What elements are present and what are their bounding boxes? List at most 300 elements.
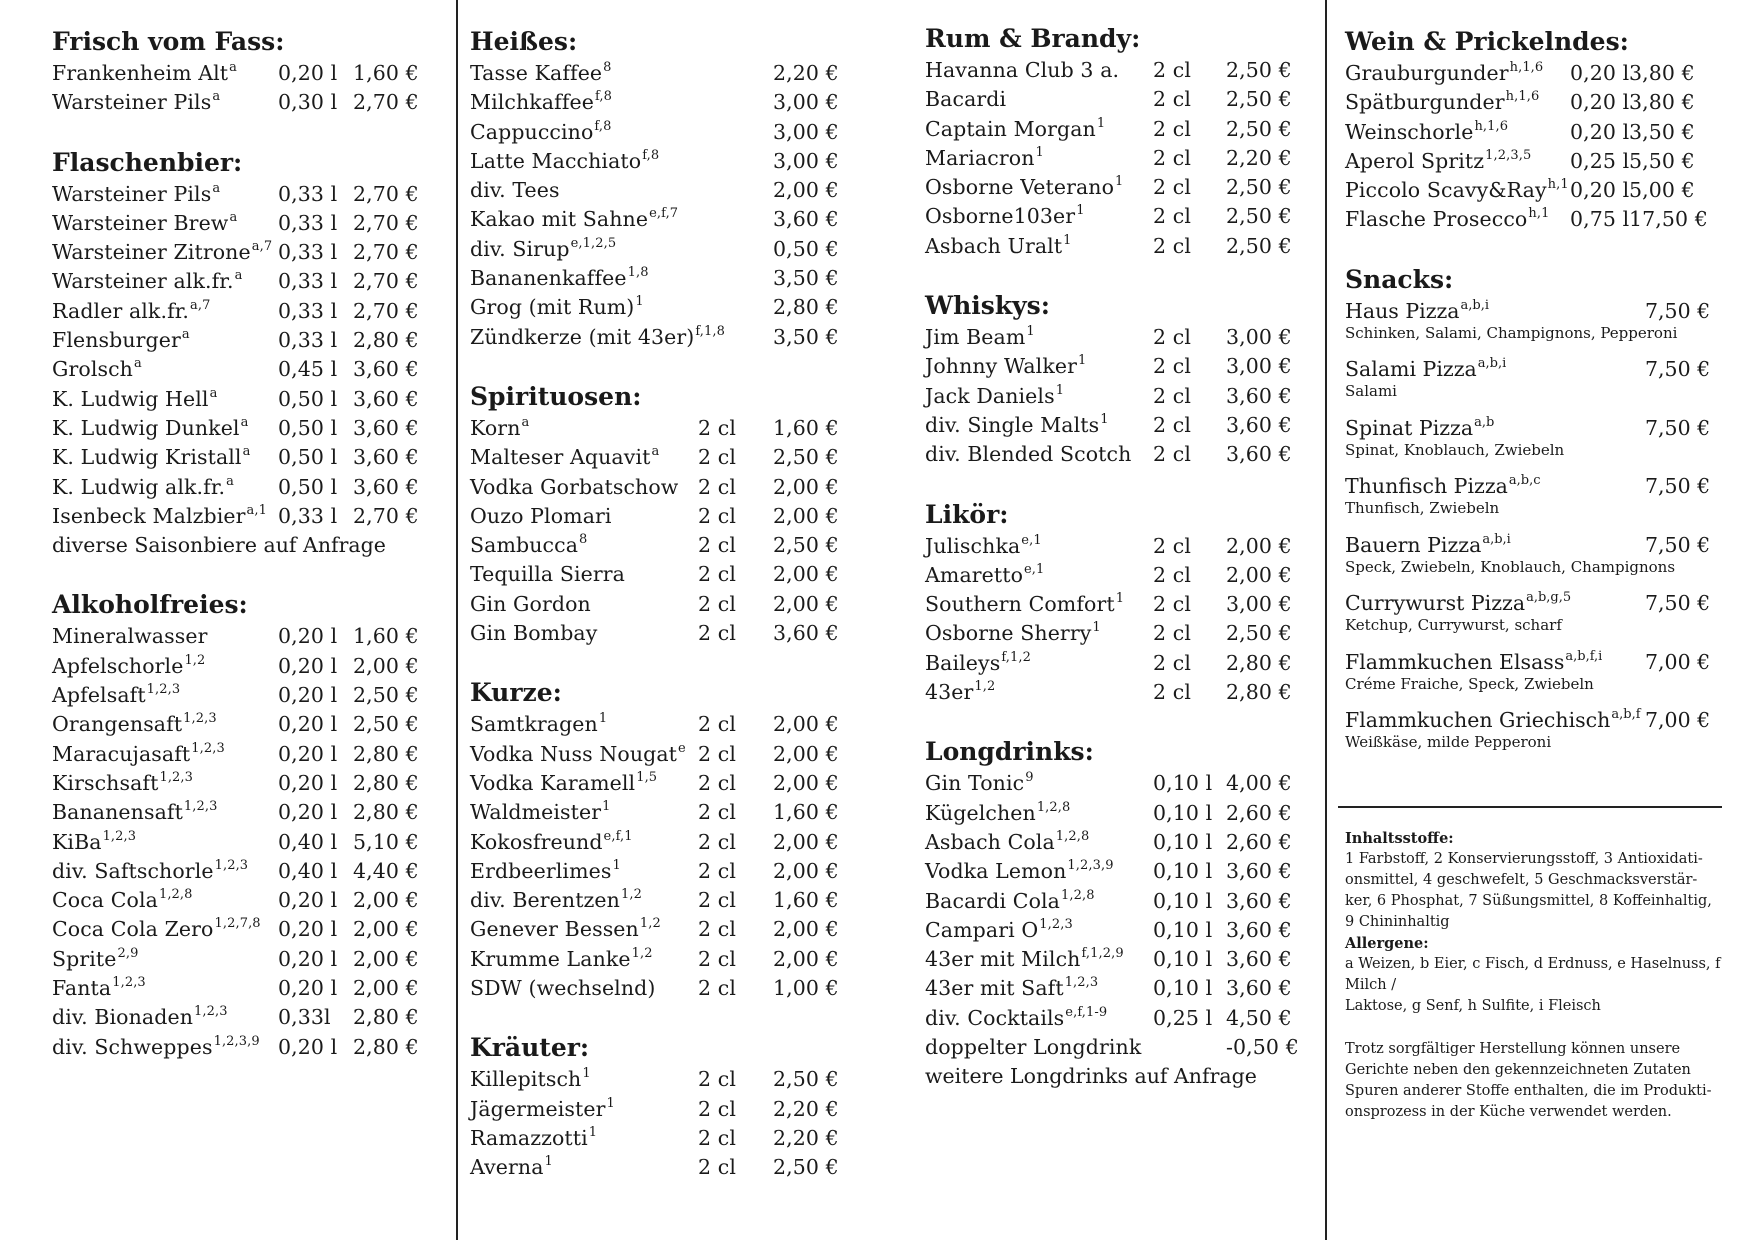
item-name-text: Erdbeerlimes xyxy=(470,858,612,883)
item-quantity: 0,20 l xyxy=(1570,119,1630,144)
info-line: Gerichte neben den gekennzeichneten Zutaten xyxy=(1345,1062,1691,1078)
item-additive-codes: e,1 xyxy=(1024,561,1045,577)
item-quantity: 2 cl xyxy=(1153,354,1191,379)
menu-item xyxy=(470,323,850,352)
snack-name-text: Spinat Pizza xyxy=(1345,415,1474,440)
menu-item xyxy=(470,560,850,589)
item-price: 2,80 € xyxy=(773,295,839,320)
item-name-text: Warsteiner alk.fr. xyxy=(52,269,234,294)
menu-item xyxy=(52,886,432,915)
menu-item xyxy=(925,1004,1305,1033)
item-price: 2,70 € xyxy=(353,90,419,115)
snack-item xyxy=(1345,706,1730,765)
item-name-text: Mineralwasser xyxy=(52,624,208,649)
item-quantity: 2 cl xyxy=(698,712,736,737)
item-name-text: Asbach Uralt xyxy=(925,233,1063,258)
item-price: -0,50 € xyxy=(1226,1035,1299,1060)
info-line: Spuren anderer Stoffe enthalten, die im Produkti- xyxy=(1345,1083,1712,1099)
menu-item xyxy=(470,590,850,619)
item-name-text: Cappuccino xyxy=(470,119,594,144)
menu-item xyxy=(925,115,1305,144)
item-price: 3,00 € xyxy=(773,148,839,173)
menu-item xyxy=(52,297,432,326)
item-price: 2,80 € xyxy=(1226,650,1292,675)
item-price: 2,20 € xyxy=(773,1125,839,1150)
item-name-text: Osborne Veterano xyxy=(925,175,1115,200)
item-name xyxy=(52,502,267,531)
snack-allergen-codes: a,b,i xyxy=(1460,297,1490,313)
item-name-text: Kügelchen xyxy=(925,800,1036,825)
menu-column-1 xyxy=(52,27,432,1092)
ingredients-title: Inhaltsstoffe: xyxy=(1345,830,1454,847)
item-additive-codes: a xyxy=(521,414,530,430)
item-quantity: 2 cl xyxy=(1153,650,1191,675)
menu-item xyxy=(52,1033,432,1062)
item-name-text: Genever Bessen xyxy=(470,917,639,942)
menu-section xyxy=(470,1033,850,1182)
item-quantity: 0,10 l xyxy=(1153,771,1213,796)
snack-name xyxy=(1345,355,1506,384)
snack-allergen-codes: a,b xyxy=(1474,414,1495,430)
item-price: 2,00 € xyxy=(1226,533,1292,558)
item-additive-codes: 1 xyxy=(1115,174,1124,190)
item-name-text: Grog (mit Rum) xyxy=(470,295,635,320)
item-name xyxy=(470,828,633,857)
item-additive-codes: a xyxy=(242,444,251,460)
menu-item xyxy=(52,443,432,472)
item-name-text: Amaretto xyxy=(925,562,1024,587)
item-name xyxy=(470,264,649,293)
item-quantity: 2 cl xyxy=(1153,233,1191,258)
snack-name-text: Salami Pizza xyxy=(1345,357,1477,382)
item-name xyxy=(470,147,659,176)
item-name xyxy=(52,974,146,1003)
menu-item xyxy=(925,1033,1305,1062)
item-price: 3,50 € xyxy=(773,266,839,291)
item-name xyxy=(52,414,248,443)
item-additive-codes: a xyxy=(234,268,243,284)
item-name-text: Kokosfreund xyxy=(470,829,603,854)
snack-name xyxy=(1345,472,1540,501)
item-additive-codes: e,f,1-9 xyxy=(1065,1004,1108,1020)
item-additive-codes: a xyxy=(181,327,190,343)
item-price: 3,60 € xyxy=(353,357,419,382)
item-name xyxy=(470,531,587,560)
item-name-text: Osborne Sherry xyxy=(925,621,1092,646)
item-name xyxy=(925,1033,1141,1062)
item-price: 2,20 € xyxy=(773,61,839,85)
item-price: 3,60 € xyxy=(1226,976,1292,1001)
menu-item xyxy=(470,118,850,147)
item-name xyxy=(925,649,1031,678)
snack-description: Speck, Zwiebeln, Knoblauch, Champignons xyxy=(1345,557,1676,576)
section-title: Likör: xyxy=(925,499,1009,529)
item-name-text: Havanna Club 3 a. xyxy=(925,58,1120,82)
item-additive-codes: e xyxy=(678,740,686,756)
item-name xyxy=(925,144,1044,173)
item-name-text: div. Saftschorle xyxy=(52,858,214,883)
item-price: 2,20 € xyxy=(1226,145,1292,170)
item-name-text: Bananenkaffee xyxy=(470,266,627,291)
section-note: diverse Saisonbiere auf Anfrage xyxy=(52,533,386,558)
item-name-text: Campari O xyxy=(925,917,1039,942)
item-additive-codes: 1,2,3 xyxy=(183,711,217,727)
item-price: 2,60 € xyxy=(1226,800,1292,825)
item-name-text: K. Ludwig Dunkel xyxy=(52,415,240,440)
snack-price: 7,50 € xyxy=(1645,298,1711,323)
menu-item xyxy=(470,828,850,857)
menu-item xyxy=(470,147,850,176)
item-name xyxy=(470,619,597,648)
item-quantity: 0,10 l xyxy=(1153,976,1213,1001)
item-name xyxy=(470,769,657,798)
menu-item xyxy=(925,323,1305,352)
menu-item xyxy=(925,144,1305,173)
item-name-text: Vodka Nuss Nougat xyxy=(470,741,678,766)
item-additive-codes: 1,2,3 xyxy=(159,769,194,785)
item-name-text: Gin Tonic xyxy=(925,771,1025,796)
item-name-text: Apfelschorle xyxy=(52,653,184,678)
item-price: 3,60 € xyxy=(773,207,839,232)
item-additive-codes: 1,2,3 xyxy=(102,828,137,844)
menu-item xyxy=(52,1003,432,1032)
item-additive-codes: 1,2,3 xyxy=(1039,916,1073,932)
item-price: 2,80 € xyxy=(1226,680,1292,705)
info-line: 9 Chininhaltig xyxy=(1345,914,1450,930)
item-name xyxy=(925,619,1101,648)
item-name xyxy=(52,355,142,384)
item-price: 1,60 € xyxy=(353,624,419,649)
menu-section xyxy=(52,148,432,561)
section-title: Heißes: xyxy=(470,27,578,56)
item-additive-codes: f,8 xyxy=(594,118,612,134)
item-price: 2,50 € xyxy=(1226,233,1292,258)
snack-name-text: Flammkuchen Elsass xyxy=(1345,649,1565,674)
item-name-text: Milchkaffee xyxy=(470,90,594,115)
item-name xyxy=(52,238,272,267)
item-name-text: Radler alk.fr. xyxy=(52,298,190,323)
item-name xyxy=(52,267,242,296)
item-name-text: Ouzo Plomari xyxy=(470,503,612,528)
snack-price: 7,50 € xyxy=(1645,474,1711,499)
snack-allergen-codes: a,b,i xyxy=(1477,356,1507,372)
menu-section xyxy=(925,737,1305,1091)
menu-item xyxy=(52,945,432,974)
snack-allergen-codes: a,b,f xyxy=(1611,707,1641,723)
menu-item xyxy=(1345,176,1730,205)
item-additive-codes: 1 xyxy=(588,1124,598,1140)
item-name xyxy=(470,1095,615,1124)
info-line: Laktose, g Senf, h Sulfite, i Fleisch xyxy=(1345,998,1601,1014)
item-name-text: Weinschorle xyxy=(1345,119,1474,144)
item-name-text: Mariacron xyxy=(925,145,1035,170)
item-price: 3,60 € xyxy=(1226,412,1292,437)
item-price: 3,60 € xyxy=(1226,888,1292,913)
menu-section xyxy=(52,590,432,1061)
item-price: 1,60 € xyxy=(353,61,419,85)
menu-item xyxy=(470,264,850,293)
item-name-text: Bananensaft xyxy=(52,800,183,825)
item-additive-codes: f,8 xyxy=(642,147,660,163)
column-divider-1 xyxy=(456,0,458,1240)
item-price: 2,00 € xyxy=(773,562,839,587)
item-name xyxy=(52,59,237,88)
snack-name xyxy=(1345,648,1602,677)
snack-name-text: Haus Pizza xyxy=(1345,298,1460,323)
item-quantity: 0,10 l xyxy=(1153,888,1213,913)
item-price: 2,00 € xyxy=(353,653,419,678)
item-quantity: 2 cl xyxy=(698,741,736,766)
item-name-text: Bacardi xyxy=(925,87,1007,112)
menu-item xyxy=(470,886,850,915)
item-name-text: Spätburgunder xyxy=(1345,90,1505,115)
item-name xyxy=(52,681,180,710)
item-quantity: 0,20 l xyxy=(278,624,338,649)
item-quantity: 0,50 l xyxy=(278,474,338,499)
item-name xyxy=(52,710,217,739)
menu-item xyxy=(470,1124,850,1153)
item-quantity: 0,20 l xyxy=(278,653,338,678)
menu-item xyxy=(925,352,1305,381)
item-quantity: 0,33 l xyxy=(278,240,338,265)
menu-item xyxy=(52,828,432,857)
item-name xyxy=(52,828,136,857)
item-additive-codes: 8 xyxy=(579,532,588,548)
item-name xyxy=(925,1004,1107,1033)
item-price: 3,60 € xyxy=(1226,442,1292,467)
menu-item xyxy=(470,59,850,88)
item-name xyxy=(470,740,686,769)
item-price: 2,00 € xyxy=(773,503,839,528)
item-price: 17,50 € xyxy=(1629,207,1708,232)
item-name-text: div. Bionaden xyxy=(52,1005,194,1030)
item-name xyxy=(1345,147,1531,176)
menu-column-4 xyxy=(1345,27,1730,765)
section-title: Whiskys: xyxy=(925,291,1050,321)
item-price: 2,00 € xyxy=(353,917,419,942)
snack-name xyxy=(1345,706,1641,735)
item-name xyxy=(52,945,138,974)
item-price: 2,00 € xyxy=(773,770,839,795)
menu-item xyxy=(925,85,1305,114)
item-quantity: 2 cl xyxy=(1153,533,1191,558)
menu-item xyxy=(925,857,1305,886)
item-price: 2,50 € xyxy=(773,1155,839,1180)
item-additive-codes: 1,2,3,9 xyxy=(213,1033,260,1049)
section-title: Kräuter: xyxy=(470,1033,590,1063)
menu-item xyxy=(470,502,850,531)
item-price: 2,80 € xyxy=(353,770,419,795)
item-quantity: 0,20 l xyxy=(278,683,338,708)
item-additive-codes: 1,2,3 xyxy=(214,857,249,873)
item-additive-codes: a xyxy=(226,473,234,489)
menu-item xyxy=(470,531,850,560)
item-name xyxy=(470,1065,591,1094)
snack-item xyxy=(1345,355,1730,414)
info-divider xyxy=(1338,806,1722,808)
item-quantity: 0,45 l xyxy=(278,357,338,382)
item-name-text: 43er mit Saft xyxy=(925,976,1064,1001)
item-additive-codes: a xyxy=(229,209,238,225)
snack-allergen-codes: a,b,c xyxy=(1508,473,1541,489)
item-additive-codes: 1 xyxy=(1092,620,1101,636)
item-name-text: Vodka Gorbatschow xyxy=(470,474,679,499)
item-additive-codes: 1,2,8 xyxy=(1036,799,1071,815)
item-name xyxy=(925,173,1123,202)
menu-item xyxy=(52,681,432,710)
menu-item xyxy=(925,56,1305,85)
item-quantity: 0,20 l xyxy=(278,770,338,795)
item-price: 2,80 € xyxy=(353,741,419,766)
item-name-text: Gin Bombay xyxy=(470,621,598,646)
item-additive-codes: 2,9 xyxy=(117,945,139,961)
menu-item xyxy=(52,652,432,681)
item-quantity: 0,33 l xyxy=(278,503,338,528)
item-name xyxy=(470,473,678,502)
item-price: 3,60 € xyxy=(1226,383,1292,408)
section-title: Kurze: xyxy=(470,678,562,708)
info-line: onsmittel, 4 geschwefelt, 5 Geschmacksverstär- xyxy=(1345,872,1698,888)
item-quantity: 2 cl xyxy=(1153,58,1191,82)
item-quantity: 2 cl xyxy=(698,533,736,558)
menu-item xyxy=(925,202,1305,231)
item-name xyxy=(52,1003,228,1032)
item-price: 3,00 € xyxy=(773,119,839,144)
section-title: Longdrinks: xyxy=(925,737,1094,767)
item-price: 4,40 € xyxy=(353,858,419,883)
menu-item xyxy=(470,798,850,827)
item-price: 2,60 € xyxy=(1226,829,1292,854)
menu-item xyxy=(925,440,1305,469)
item-additive-codes: 1 xyxy=(544,1154,553,1170)
menu-column-2 xyxy=(470,27,850,1213)
item-price: 2,70 € xyxy=(353,269,419,294)
item-quantity: 2 cl xyxy=(698,562,736,587)
item-name xyxy=(925,561,1044,590)
menu-item xyxy=(470,710,850,739)
item-name-text: Waldmeister xyxy=(470,800,602,825)
item-additive-codes: a xyxy=(240,414,249,430)
menu-item xyxy=(925,974,1305,1003)
item-quantity: 2 cl xyxy=(698,474,736,499)
menu-item xyxy=(470,414,850,443)
item-price: 2,00 € xyxy=(773,946,839,971)
menu-item xyxy=(52,355,432,384)
item-additive-codes: 1 xyxy=(1076,203,1085,219)
item-name xyxy=(52,1033,260,1062)
item-price: 2,50 € xyxy=(1226,58,1292,82)
menu-item xyxy=(1345,118,1730,147)
item-additive-codes: 1 xyxy=(606,1095,615,1111)
menu-item xyxy=(925,561,1305,590)
item-name xyxy=(52,443,250,472)
menu-item xyxy=(470,1153,850,1182)
item-additive-codes: f,1,2,9 xyxy=(1081,946,1124,962)
item-name xyxy=(470,886,642,915)
item-name-text: div. Single Malts xyxy=(925,412,1100,437)
item-quantity: 2 cl xyxy=(698,800,736,825)
item-additive-codes: a xyxy=(209,385,218,401)
item-name xyxy=(925,382,1064,411)
item-name xyxy=(925,974,1098,1003)
item-additive-codes: h,1,6 xyxy=(1505,89,1540,105)
item-price: 2,00 € xyxy=(353,946,419,971)
item-name xyxy=(470,1153,553,1182)
item-additive-codes: 1,2,3 xyxy=(194,1004,228,1020)
item-additive-codes: 1 xyxy=(1063,232,1072,248)
item-quantity: 0,20 l xyxy=(278,61,338,85)
item-quantity: 2 cl xyxy=(1153,442,1191,467)
menu-item xyxy=(470,769,850,798)
snack-allergen-codes: a,b,g,5 xyxy=(1526,590,1572,606)
menu-section xyxy=(470,382,850,648)
item-additive-codes: 1,2 xyxy=(639,916,661,932)
item-name-text: Coca Cola xyxy=(52,888,158,913)
menu-item xyxy=(925,769,1305,798)
item-price: 3,00 € xyxy=(1226,325,1292,350)
item-name xyxy=(470,293,644,322)
item-name-text: Korn xyxy=(470,415,521,440)
menu-section xyxy=(52,27,432,118)
menu-item xyxy=(470,740,850,769)
item-quantity: 0,20 l xyxy=(1570,178,1630,203)
item-quantity: 2 cl xyxy=(698,858,736,883)
item-additive-codes: 1,2,8 xyxy=(158,887,193,903)
item-name-text: Coca Cola Zero xyxy=(52,917,214,942)
item-quantity: 0,25 l xyxy=(1570,148,1630,173)
item-price: 1,60 € xyxy=(773,800,839,825)
item-price: 2,50 € xyxy=(1226,204,1292,229)
item-quantity: 2 cl xyxy=(698,621,736,646)
menu-item xyxy=(470,473,850,502)
item-name-text: Asbach Cola xyxy=(925,829,1055,854)
item-name-text: K. Ludwig Kristall xyxy=(52,445,242,470)
item-price: 2,00 € xyxy=(773,829,839,854)
item-name xyxy=(470,974,655,1003)
item-name-text: Kirschsaft xyxy=(52,770,159,795)
menu-item xyxy=(52,710,432,739)
item-price: 5,00 € xyxy=(1629,178,1695,203)
item-name xyxy=(1345,118,1508,147)
item-name xyxy=(925,85,1006,114)
item-name-text: SDW (wechselnd) xyxy=(470,976,656,1001)
snack-item xyxy=(1345,589,1730,648)
item-additive-codes: h,1,6 xyxy=(1474,118,1509,134)
item-quantity: 2 cl xyxy=(1153,87,1191,112)
section-title: Rum & Brandy: xyxy=(925,24,1141,53)
menu-item xyxy=(52,385,432,414)
item-quantity: 2 cl xyxy=(1153,145,1191,170)
item-quantity: 0,33 l xyxy=(278,210,338,235)
item-name-text: Jim Beam xyxy=(925,325,1026,350)
item-name xyxy=(470,176,560,205)
item-quantity: 0,10 l xyxy=(1153,800,1213,825)
item-quantity: 2 cl xyxy=(698,445,736,470)
item-additive-codes: 1,2 xyxy=(631,945,653,961)
item-additive-codes: 1,2,7,8 xyxy=(214,916,261,932)
item-quantity: 0,20 l xyxy=(278,800,338,825)
menu-item xyxy=(470,176,850,205)
menu-item xyxy=(1345,147,1730,176)
menu-item xyxy=(470,1065,850,1094)
item-additive-codes: 1,2,3,5 xyxy=(1485,147,1532,163)
snack-description: Weißkäse, milde Pepperoni xyxy=(1345,733,1552,752)
item-quantity: 2 cl xyxy=(698,1155,736,1180)
item-quantity: 2 cl xyxy=(698,1096,736,1121)
item-price: 2,00 € xyxy=(773,178,839,203)
item-name xyxy=(52,886,193,915)
item-additive-codes: e,f,7 xyxy=(649,206,679,222)
